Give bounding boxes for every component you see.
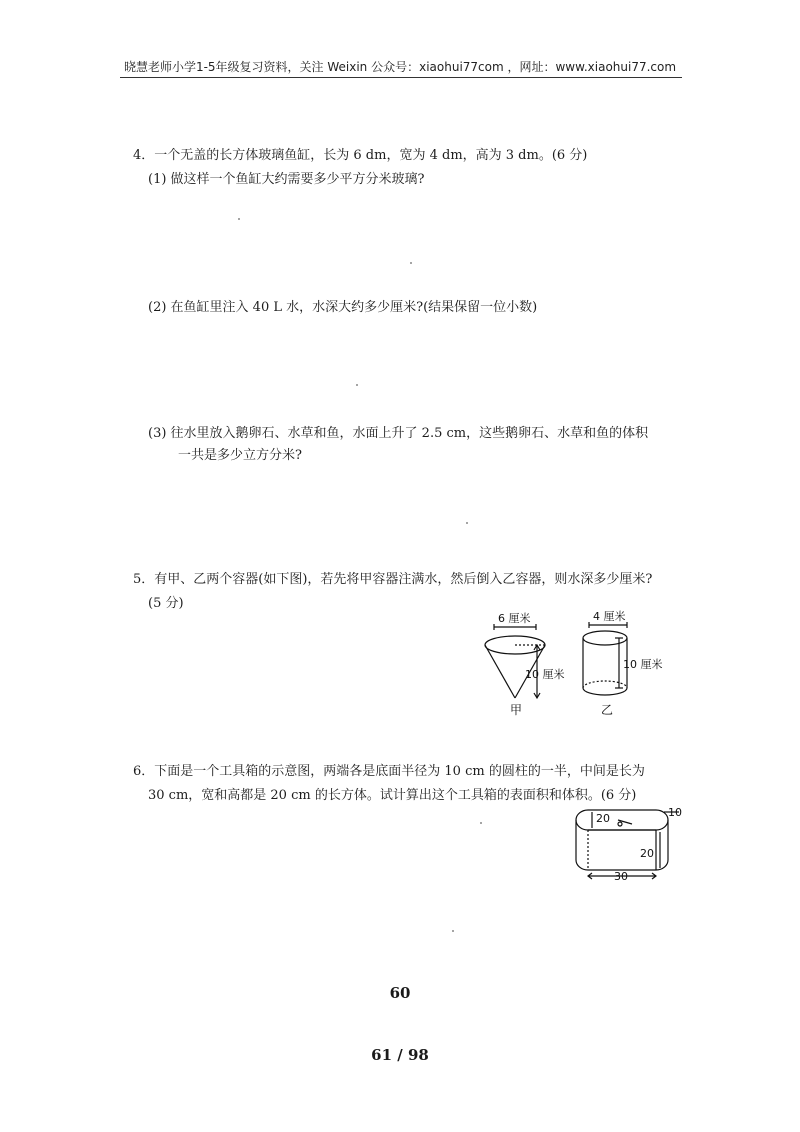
q6-line2: 30 cm，宽和高都是 20 cm 的长方体。试计算出这个工具箱的表面积和体积。(6 分) (148, 788, 637, 803)
page-header: 晓慧老师小学1-5年级复习资料，关注 Weixin 公众号：xiaohui77com ，网址：www.xiaohui77.com (123, 60, 677, 74)
scan-speck (356, 384, 358, 386)
figure-cylinder-yi (575, 608, 675, 724)
q6-line1: 6．下面是一个工具箱的示意图，两端各是底面半径为 10 cm 的圆柱的一半，中间是长为 (133, 764, 645, 779)
scan-speck (480, 822, 482, 824)
q4-part1: (1) 做这样一个鱼缸大约需要多少平方分米玻璃? (148, 172, 425, 187)
q4-part3-line1: (3) 往水里放入鹅卵石、水草和鱼，水面上升了 2.5 cm，这些鹅卵石、水草和鱼的体积 (148, 426, 649, 441)
figure-cone-jia (470, 608, 580, 722)
q4-stem: 4．一个无盖的长方体玻璃鱼缸，长为 6 dm，宽为 4 dm，高为 3 dm。(6 分) (133, 148, 588, 163)
q4-part3-line2: 一共是多少立方分米? (178, 448, 302, 463)
toolbox-top-height-label: 20 (596, 812, 610, 825)
header-rule (120, 77, 682, 78)
cone-top-label: 6 厘米 (498, 612, 531, 625)
toolbox-radius-label: 10 (668, 806, 682, 819)
pdf-pager: 61 / 98 (371, 1046, 429, 1064)
cylinder-height-label: 10 厘米 (623, 658, 663, 671)
cylinder-top-label: 4 厘米 (593, 610, 626, 623)
scan-speck (238, 218, 240, 220)
scan-speck (452, 930, 454, 932)
toolbox-length-label: 30 (614, 870, 628, 882)
toolbox-height-label: 20 (640, 847, 654, 860)
book-page-number: 60 (389, 984, 411, 1002)
q5-line2: (5 分) (148, 596, 184, 611)
scan-speck (466, 522, 468, 524)
scan-speck (410, 262, 412, 264)
q4-part2: (2) 在鱼缸里注入 40 L 水，水深大约多少厘米?(结果保留一位小数) (148, 300, 538, 315)
cylinder-name: 乙 (601, 703, 614, 717)
cone-name: 甲 (510, 703, 523, 717)
q5-line1: 5．有甲、乙两个容器(如下图)，若先将甲容器注满水，然后倒入乙容器，则水深多少厘米? (133, 572, 653, 587)
figure-toolbox (572, 802, 684, 886)
cone-height-label: 10 厘米 (525, 668, 565, 681)
